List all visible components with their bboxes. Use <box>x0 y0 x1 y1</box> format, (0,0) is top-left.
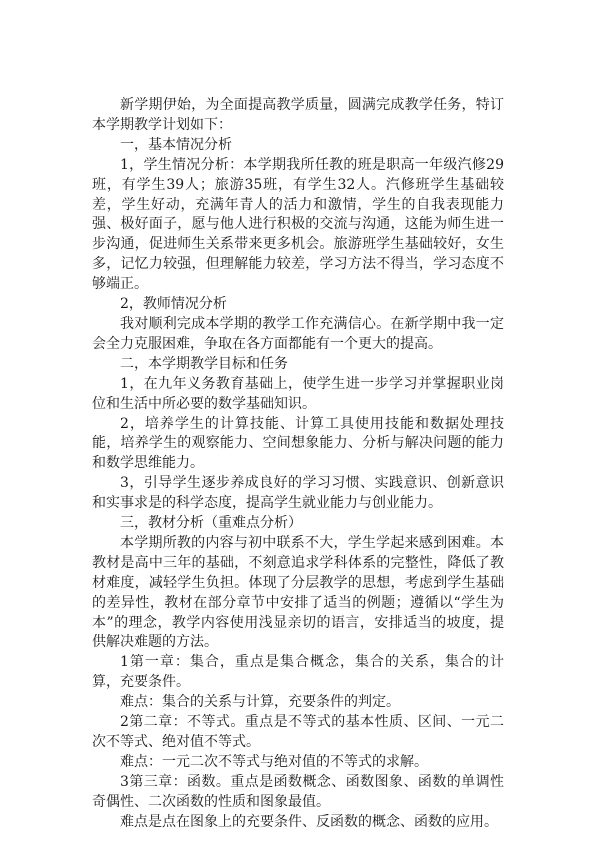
chapter-1-difficulties: 难点：集合的关系与计算，充要条件的判定。 <box>120 694 400 711</box>
textbook-analysis-paragraph: 本学期所教的内容与初中联系不大，学生学起来感到困难。本教材是高中三年的基础，不刻意追求学科体系的完整性，降低了教材难度，减轻学生负担。体现了分层教学的思想，考虑到学生基础的差异性，教材在部分章节中安排了适当的例题；遵循以“学生为本”的理念，教学内容使用浅显亲切的语言，安排适当的坡度，提供解决难题的方法。 <box>92 534 504 651</box>
section-heading-basic-situation: 一，基本情况分析 <box>120 136 232 153</box>
chapter-3-difficulties: 难点是点在图象上的充要条件、反函数的概念、函数的应用。 <box>120 813 498 830</box>
goal-item-3: 3，引导学生逐步养成良好的学习习惯、实践意识、创新意识和实事求是的科学态度，提高学生就业能力与创业能力。 <box>92 475 504 512</box>
section-heading-textbook-analysis: 三，教材分析（重难点分析） <box>120 515 302 532</box>
chapter-3-key-points: 3第三章：函数。重点是函数概念、函数图象、函数的单调性奇偶性、二次函数的性质和图象最值。 <box>92 773 504 810</box>
goal-item-2: 2，培养学生的计算技能、计算工具使用技能和数据处理技能，培养学生的观察能力、空间想象能力、分析与解决问题的能力和数学思维能力。 <box>92 415 504 472</box>
chapter-2-difficulties: 难点：一元二次不等式与绝对值的不等式的求解。 <box>120 753 428 770</box>
chapter-1-key-points: 1第一章：集合，重点是集合概念，集合的关系，集合的计算，充要条件。 <box>92 654 504 691</box>
teacher-analysis-paragraph: 我对顺利完成本学期的教学工作充满信心。在新学期中我一定会全力克服困难，争取在各方面都能有一个更大的提高。 <box>92 315 504 352</box>
intro-paragraph: 新学期伊始，为全面提高教学质量，圆满完成教学任务，特订本学期教学计划如下： <box>92 97 504 133</box>
chapter-2-key-points: 2第二章：不等式。重点是不等式的基本性质、区间、一元二次不等式、绝对值不等式。 <box>92 714 504 750</box>
document-page <box>92 96 504 833</box>
section-heading-goals: 二，本学期教学目标和任务 <box>120 355 288 372</box>
subheading-teacher-analysis: 2，教师情况分析 <box>120 296 227 313</box>
student-analysis-paragraph: 1，学生情况分析：本学期我所任教的班是职高一年级汽修29班，有学生39人；旅游35班，有学生32人。汽修班学生基础较差，学生好动，充满年青人的活力和激情，学生的自我表现能力强、极好面子，愿与他人进行积极的交流与沟通，这能为师生进一步沟通，促进师生关系带来更多机会。旅游班学生基础较好，女生多，记忆力较强，但理解能力较差，学习方法不得当，学习态度不够端正。 <box>92 156 504 293</box>
goal-item-1: 1，在九年义务教育基础上，使学生进一步学习并掌握职业岗位和生活中所必要的数学基础知识。 <box>92 375 504 412</box>
